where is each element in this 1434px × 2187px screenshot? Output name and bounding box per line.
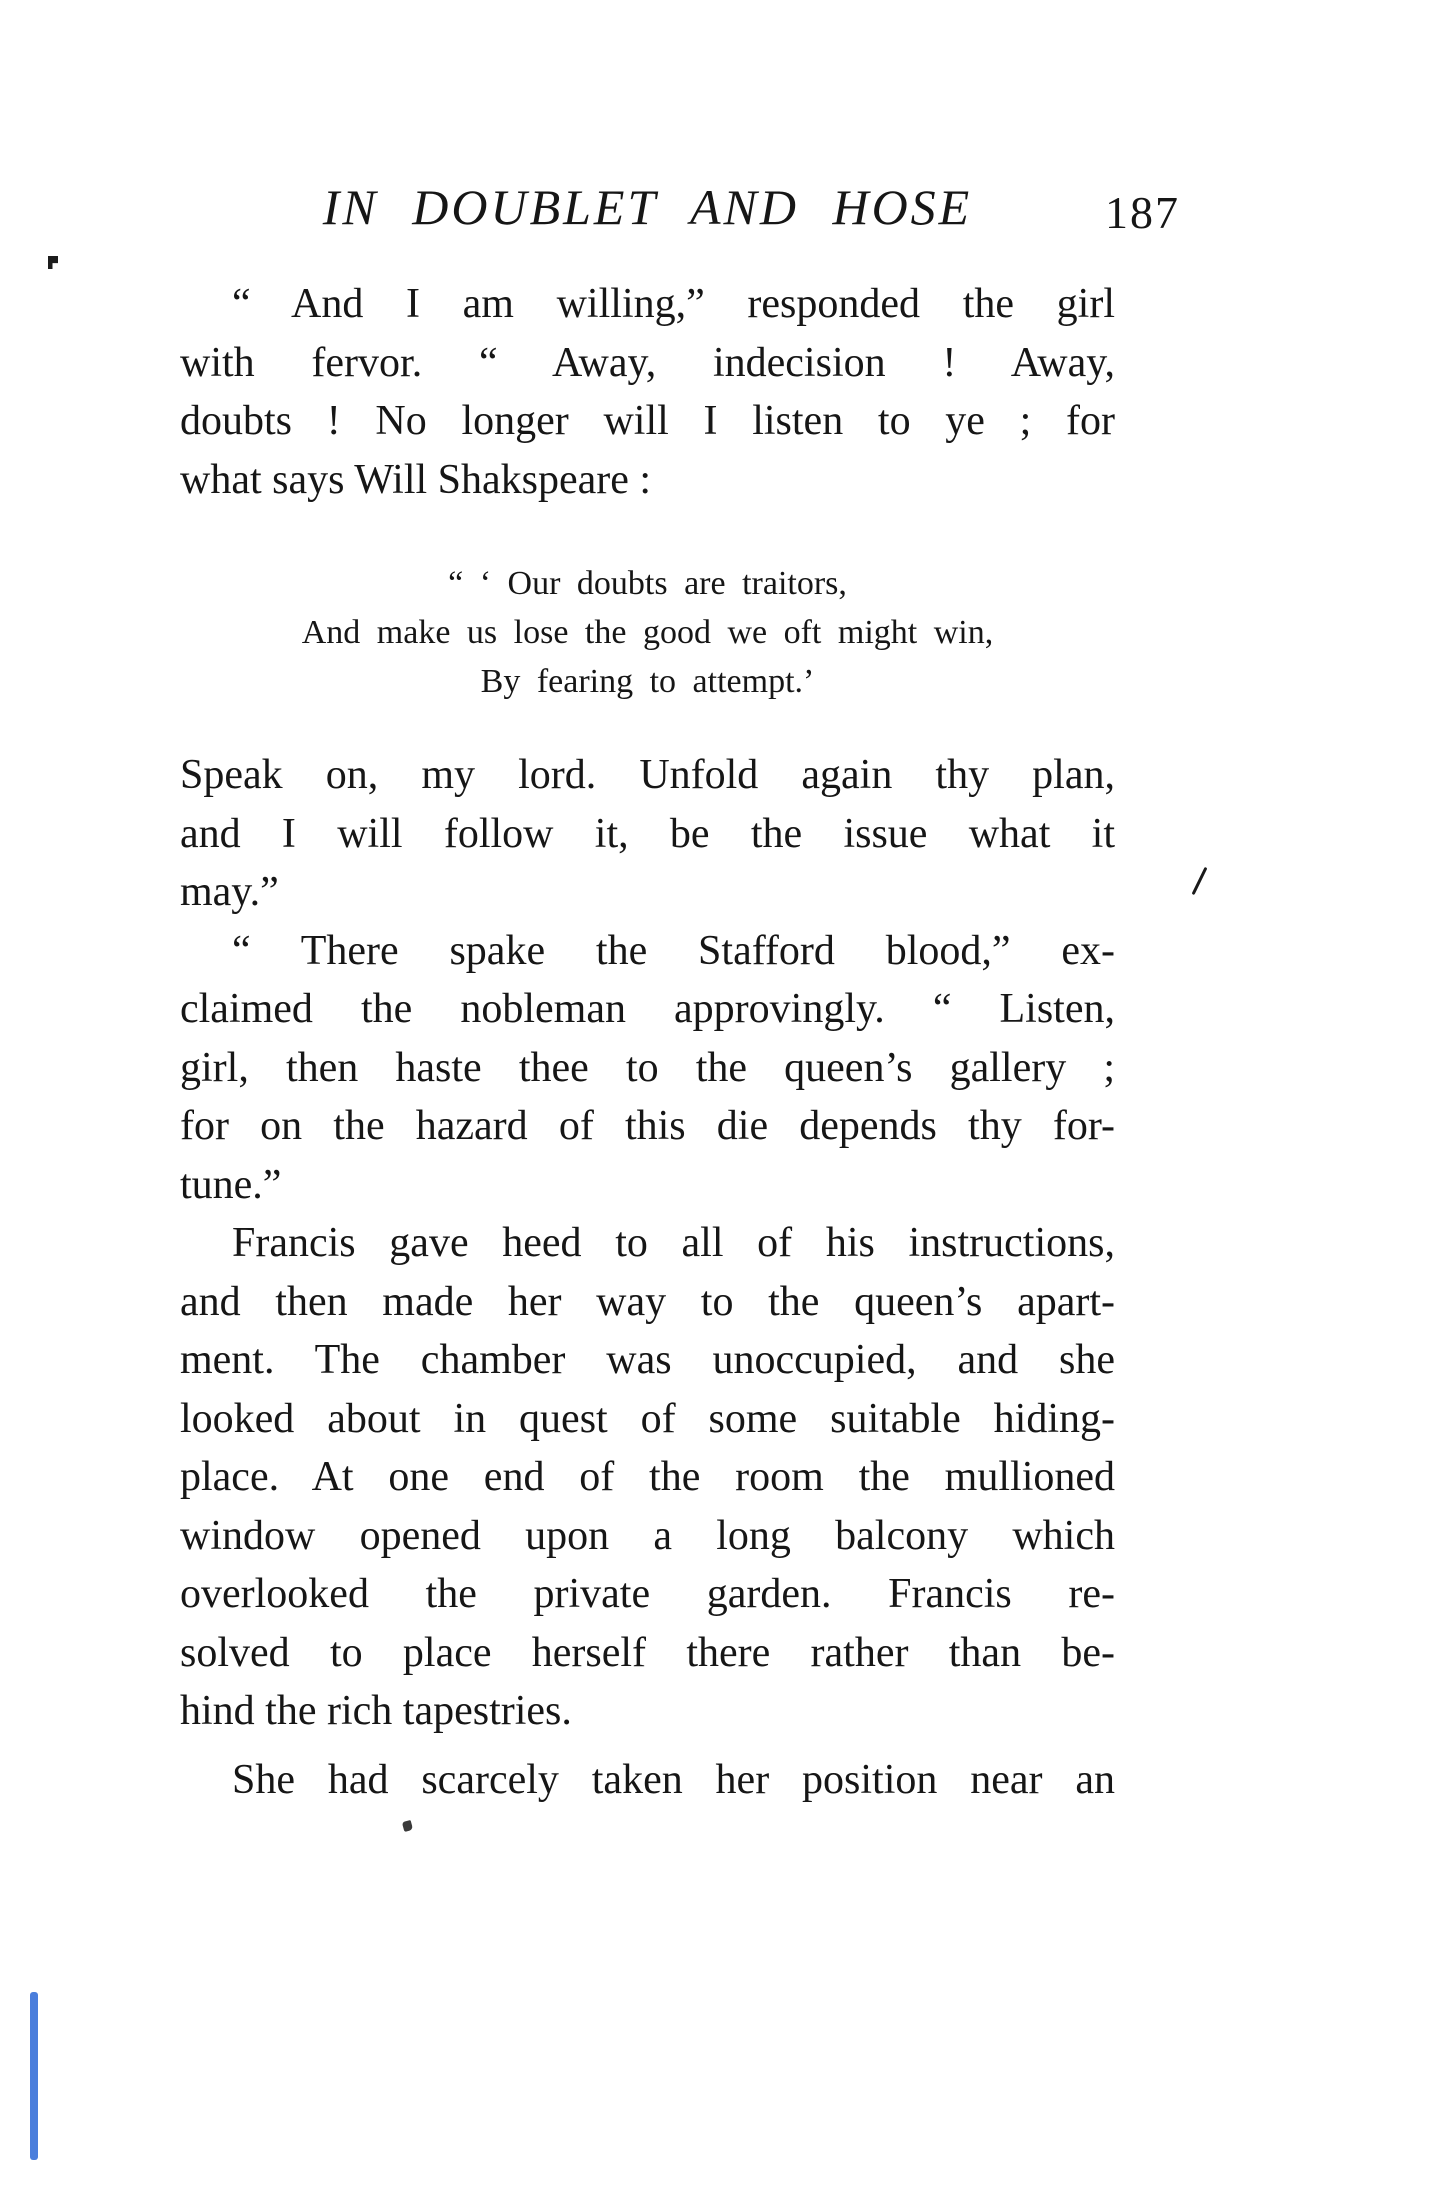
text-line: solved to place herself there rather than be- — [180, 1629, 1115, 1676]
text-line: tune.” — [180, 1161, 282, 1208]
text-line: for on the hazard of this die depends thy for- — [180, 1103, 1115, 1149]
text-line: Speak on, my lord. Unfold again thy plan, — [180, 752, 1115, 798]
text-line: “ There spake the Stafford blood,” ex- — [232, 927, 1115, 974]
paragraph-2 — [180, 746, 1115, 922]
text-line: may.” — [180, 869, 279, 915]
text-line: overlooked the private garden. Francis re- — [180, 1571, 1115, 1617]
text-line: and I will follow it, be the issue what it — [180, 810, 1115, 857]
running-head-title: IN DOUBLET AND HOSE — [322, 179, 973, 235]
text-line: with fervor. “ Away, indecision ! Away, — [180, 339, 1115, 386]
text-line: ment. The chamber was unoccupied, and she — [180, 1337, 1115, 1383]
text-line: window opened upon a long balcony which — [180, 1512, 1115, 1559]
quote-line: And make us lose the good we oft might win, — [301, 614, 994, 651]
text-line: doubts ! No longer will I listen to ye ; for — [180, 398, 1115, 444]
text-column — [180, 275, 1115, 1809]
text-line: claimed the nobleman approvingly. “ Listen, — [180, 986, 1115, 1032]
text-line: Francis gave heed to all of his instructions, — [232, 1220, 1115, 1266]
page-number: 187 — [1105, 187, 1180, 238]
stray-slash-mark — [1192, 867, 1208, 895]
verse-quote — [180, 559, 1115, 706]
paragraph-5 — [180, 1751, 1115, 1810]
text-line: what says Will Shakspeare : — [180, 456, 652, 503]
text-line: place. At one end of the room the mullioned — [180, 1454, 1115, 1500]
text-line: She had scarcely taken her position near an — [232, 1756, 1115, 1803]
paragraph-3 — [180, 922, 1115, 1215]
ink-speck-bottom — [402, 1820, 413, 1832]
text-line: and then made her way to the queen’s apart- — [180, 1278, 1115, 1325]
paragraph-4 — [180, 1214, 1115, 1741]
blue-scan-artifact-bar — [30, 1992, 38, 2160]
text-line: hind the rich tapestries. — [180, 1688, 572, 1734]
text-line: looked about in quest of some suitable hiding- — [180, 1395, 1115, 1442]
quote-line: By fearing to attempt.’ — [480, 663, 815, 700]
text-line: “ And I am willing,” responded the girl — [232, 281, 1115, 327]
paragraph-1 — [180, 275, 1115, 509]
text-line: girl, then haste thee to the queen’s gallery ; — [180, 1044, 1115, 1091]
quote-line: “ ‘ Our doubts are traitors, — [448, 565, 847, 602]
ink-speck-left-margin — [48, 256, 58, 269]
